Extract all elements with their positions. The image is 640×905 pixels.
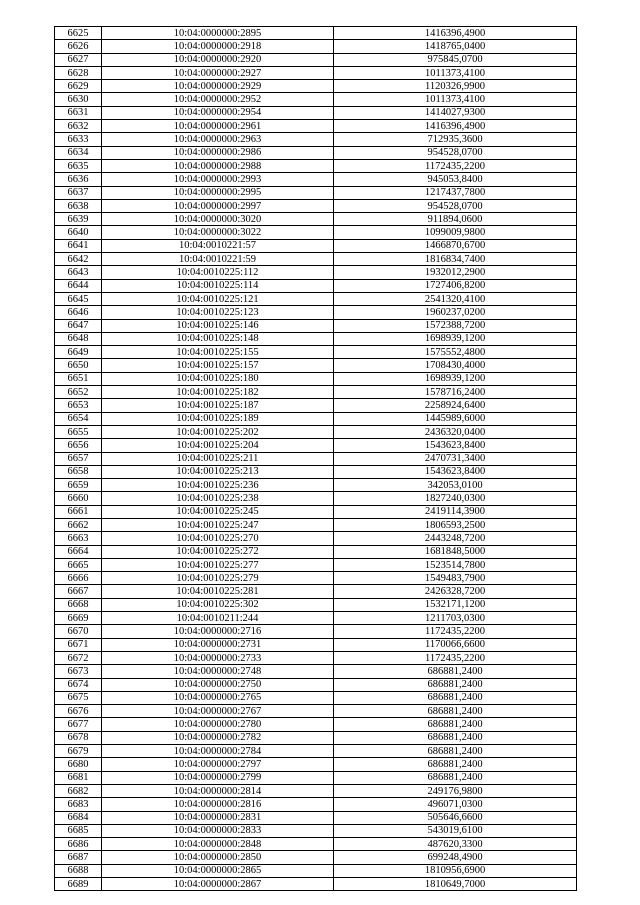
cadastral-number-cell: 10:04:0000000:2988 <box>102 159 334 172</box>
row-number-cell: 6670 <box>55 625 102 638</box>
table-row <box>55 784 577 797</box>
row-number-cell: 6633 <box>55 133 102 146</box>
cadastral-number-cell: 10:04:0010225:182 <box>102 386 334 399</box>
row-number-cell: 6642 <box>55 253 102 266</box>
cadastral-value-cell: 712935,3600 <box>334 133 577 146</box>
cadastral-value-cell: 1099009,9800 <box>334 226 577 239</box>
cadastral-value-cell: 1211703,0300 <box>334 612 577 625</box>
row-number-cell: 6689 <box>55 878 102 891</box>
cadastral-value-cell: 1827240,0300 <box>334 492 577 505</box>
cadastral-value-cell: 1932012,2900 <box>334 266 577 279</box>
table-row <box>55 213 577 226</box>
row-number-cell: 6669 <box>55 612 102 625</box>
cadastral-number-cell: 10:04:0000000:2750 <box>102 678 334 691</box>
table-row <box>55 306 577 319</box>
cadastral-value-cell: 686881,2400 <box>334 678 577 691</box>
cadastral-value-cell: 487620,3300 <box>334 838 577 851</box>
cadastral-value-cell: 1011373,4100 <box>334 66 577 79</box>
row-number-cell: 6650 <box>55 359 102 372</box>
cadastral-value-cell: 686881,2400 <box>334 731 577 744</box>
table-row <box>55 878 577 891</box>
table-row <box>55 598 577 611</box>
cadastral-number-cell: 10:04:0000000:3020 <box>102 213 334 226</box>
row-number-cell: 6641 <box>55 239 102 252</box>
cadastral-value-cell: 686881,2400 <box>334 745 577 758</box>
table-row <box>55 758 577 771</box>
table-row <box>55 545 577 558</box>
cadastral-value-table <box>54 26 577 891</box>
table-body <box>55 27 577 891</box>
table-row <box>55 40 577 53</box>
cadastral-number-cell: 10:04:0000000:2848 <box>102 838 334 851</box>
row-number-cell: 6680 <box>55 758 102 771</box>
row-number-cell: 6665 <box>55 558 102 571</box>
cadastral-number-cell: 10:04:0000000:2814 <box>102 784 334 797</box>
row-number-cell: 6671 <box>55 638 102 651</box>
cadastral-number-cell: 10:04:0010225:121 <box>102 292 334 305</box>
cadastral-number-cell: 10:04:0010225:180 <box>102 372 334 385</box>
cadastral-number-cell: 10:04:0010225:211 <box>102 452 334 465</box>
cadastral-value-cell: 945053,8400 <box>334 173 577 186</box>
table-row <box>55 186 577 199</box>
table-row <box>55 851 577 864</box>
cadastral-value-cell: 1960237,0200 <box>334 306 577 319</box>
row-number-cell: 6666 <box>55 572 102 585</box>
table-row <box>55 279 577 292</box>
table-row <box>55 625 577 638</box>
cadastral-value-cell: 2426328,7200 <box>334 585 577 598</box>
row-number-cell: 6657 <box>55 452 102 465</box>
cadastral-number-cell: 10:04:0010225:112 <box>102 266 334 279</box>
row-number-cell: 6644 <box>55 279 102 292</box>
table-row <box>55 27 577 40</box>
cadastral-number-cell: 10:04:0010225:148 <box>102 332 334 345</box>
table-row <box>55 731 577 744</box>
table-row <box>55 745 577 758</box>
cadastral-number-cell: 10:04:0010225:189 <box>102 412 334 425</box>
row-number-cell: 6668 <box>55 598 102 611</box>
row-number-cell: 6685 <box>55 824 102 837</box>
table-row <box>55 199 577 212</box>
table-row <box>55 226 577 239</box>
row-number-cell: 6638 <box>55 199 102 212</box>
table-row <box>55 838 577 851</box>
table-row <box>55 518 577 531</box>
row-number-cell: 6632 <box>55 120 102 133</box>
cadastral-number-cell: 10:04:0000000:2895 <box>102 27 334 40</box>
cadastral-value-cell: 1466870,6700 <box>334 239 577 252</box>
table-row <box>55 359 577 372</box>
cadastral-value-cell: 543019,6100 <box>334 824 577 837</box>
table-row <box>55 691 577 704</box>
cadastral-number-cell: 10:04:0010225:146 <box>102 319 334 332</box>
table-row <box>55 292 577 305</box>
cadastral-number-cell: 10:04:0000000:2780 <box>102 718 334 731</box>
table-row <box>55 319 577 332</box>
cadastral-number-cell: 10:04:0010225:279 <box>102 572 334 585</box>
cadastral-value-cell: 1416396,4900 <box>334 27 577 40</box>
row-number-cell: 6648 <box>55 332 102 345</box>
cadastral-number-cell: 10:04:0000000:2927 <box>102 66 334 79</box>
cadastral-value-cell: 1217437,7800 <box>334 186 577 199</box>
table-row <box>55 532 577 545</box>
row-number-cell: 6663 <box>55 532 102 545</box>
cadastral-number-cell: 10:04:0010225:302 <box>102 598 334 611</box>
cadastral-number-cell: 10:04:0000000:2797 <box>102 758 334 771</box>
table-row <box>55 425 577 438</box>
cadastral-number-cell: 10:04:0000000:2765 <box>102 691 334 704</box>
cadastral-value-cell: 1172435,2200 <box>334 625 577 638</box>
cadastral-number-cell: 10:04:0010225:236 <box>102 479 334 492</box>
row-number-cell: 6673 <box>55 665 102 678</box>
cadastral-number-cell: 10:04:0000000:2963 <box>102 133 334 146</box>
row-number-cell: 6635 <box>55 159 102 172</box>
cadastral-number-cell: 10:04:0000000:2961 <box>102 120 334 133</box>
cadastral-number-cell: 10:04:0010225:202 <box>102 425 334 438</box>
table-row <box>55 253 577 266</box>
cadastral-value-cell: 496071,0300 <box>334 798 577 811</box>
row-number-cell: 6634 <box>55 146 102 159</box>
cadastral-number-cell: 10:04:0010225:204 <box>102 439 334 452</box>
cadastral-number-cell: 10:04:0000000:2767 <box>102 705 334 718</box>
cadastral-value-cell: 1170066,6600 <box>334 638 577 651</box>
row-number-cell: 6661 <box>55 505 102 518</box>
cadastral-value-cell: 1708430,4000 <box>334 359 577 372</box>
cadastral-value-cell: 1172435,2200 <box>334 159 577 172</box>
table-row <box>55 146 577 159</box>
cadastral-value-cell: 975845,0700 <box>334 53 577 66</box>
cadastral-number-cell: 10:04:0000000:2833 <box>102 824 334 837</box>
row-number-cell: 6649 <box>55 346 102 359</box>
cadastral-number-cell: 10:04:0000000:2831 <box>102 811 334 824</box>
cadastral-number-cell: 10:04:0010221:57 <box>102 239 334 252</box>
row-number-cell: 6627 <box>55 53 102 66</box>
cadastral-value-cell: 911894,0600 <box>334 213 577 226</box>
cadastral-number-cell: 10:04:0000000:3022 <box>102 226 334 239</box>
cadastral-value-cell: 2258924,6400 <box>334 399 577 412</box>
cadastral-number-cell: 10:04:0000000:2799 <box>102 771 334 784</box>
cadastral-value-cell: 686881,2400 <box>334 771 577 784</box>
cadastral-number-cell: 10:04:0000000:2733 <box>102 651 334 664</box>
cadastral-number-cell: 10:04:0000000:2867 <box>102 878 334 891</box>
cadastral-value-cell: 2443248,7200 <box>334 532 577 545</box>
table-row <box>55 133 577 146</box>
row-number-cell: 6683 <box>55 798 102 811</box>
row-number-cell: 6637 <box>55 186 102 199</box>
cadastral-number-cell: 10:04:0010225:238 <box>102 492 334 505</box>
cadastral-value-cell: 1120326,9900 <box>334 80 577 93</box>
table-row <box>55 386 577 399</box>
cadastral-value-cell: 2470731,3400 <box>334 452 577 465</box>
cadastral-value-cell: 686881,2400 <box>334 758 577 771</box>
row-number-cell: 6639 <box>55 213 102 226</box>
table-row <box>55 492 577 505</box>
cadastral-value-cell: 1172435,2200 <box>334 651 577 664</box>
row-number-cell: 6658 <box>55 465 102 478</box>
cadastral-number-cell: 10:04:0010225:123 <box>102 306 334 319</box>
cadastral-number-cell: 10:04:0010225:157 <box>102 359 334 372</box>
row-number-cell: 6662 <box>55 518 102 531</box>
cadastral-value-cell: 249176,9800 <box>334 784 577 797</box>
cadastral-number-cell: 10:04:0000000:2784 <box>102 745 334 758</box>
table-row <box>55 106 577 119</box>
cadastral-value-cell: 1414027,9300 <box>334 106 577 119</box>
table-row <box>55 771 577 784</box>
cadastral-value-cell: 2541320,4100 <box>334 292 577 305</box>
table-row <box>55 332 577 345</box>
row-number-cell: 6656 <box>55 439 102 452</box>
cadastral-value-cell: 1575552,4800 <box>334 346 577 359</box>
cadastral-value-cell: 2419114,3900 <box>334 505 577 518</box>
row-number-cell: 6630 <box>55 93 102 106</box>
table-row <box>55 452 577 465</box>
cadastral-value-cell: 686881,2400 <box>334 718 577 731</box>
row-number-cell: 6684 <box>55 811 102 824</box>
table-row <box>55 346 577 359</box>
row-number-cell: 6654 <box>55 412 102 425</box>
cadastral-number-cell: 10:04:0000000:2918 <box>102 40 334 53</box>
cadastral-number-cell: 10:04:0010225:213 <box>102 465 334 478</box>
row-number-cell: 6667 <box>55 585 102 598</box>
cadastral-number-cell: 10:04:0000000:2986 <box>102 146 334 159</box>
cadastral-value-cell: 686881,2400 <box>334 665 577 678</box>
row-number-cell: 6688 <box>55 864 102 877</box>
cadastral-value-cell: 505646,6600 <box>334 811 577 824</box>
table-row <box>55 864 577 877</box>
row-number-cell: 6686 <box>55 838 102 851</box>
table-row <box>55 798 577 811</box>
cadastral-number-cell: 10:04:0000000:2995 <box>102 186 334 199</box>
cadastral-number-cell: 10:04:0000000:2748 <box>102 665 334 678</box>
table-row <box>55 465 577 478</box>
cadastral-number-cell: 10:04:0010211:244 <box>102 612 334 625</box>
cadastral-value-cell: 1810649,7000 <box>334 878 577 891</box>
table-row <box>55 66 577 79</box>
cadastral-number-cell: 10:04:0000000:2850 <box>102 851 334 864</box>
row-number-cell: 6651 <box>55 372 102 385</box>
table-row <box>55 439 577 452</box>
cadastral-number-cell: 10:04:0000000:2782 <box>102 731 334 744</box>
table-row <box>55 479 577 492</box>
cadastral-value-cell: 1572388,7200 <box>334 319 577 332</box>
table-row <box>55 811 577 824</box>
cadastral-number-cell: 10:04:0010225:272 <box>102 545 334 558</box>
table-row <box>55 824 577 837</box>
table-row <box>55 665 577 678</box>
cadastral-value-cell: 1418765,0400 <box>334 40 577 53</box>
row-number-cell: 6626 <box>55 40 102 53</box>
cadastral-value-cell: 1681848,5000 <box>334 545 577 558</box>
table-row <box>55 651 577 664</box>
table-row <box>55 718 577 731</box>
row-number-cell: 6645 <box>55 292 102 305</box>
cadastral-number-cell: 10:04:0000000:2865 <box>102 864 334 877</box>
table-row <box>55 638 577 651</box>
row-number-cell: 6660 <box>55 492 102 505</box>
table-row <box>55 572 577 585</box>
row-number-cell: 6664 <box>55 545 102 558</box>
cadastral-value-cell: 954528,0700 <box>334 199 577 212</box>
row-number-cell: 6675 <box>55 691 102 704</box>
row-number-cell: 6631 <box>55 106 102 119</box>
row-number-cell: 6636 <box>55 173 102 186</box>
row-number-cell: 6653 <box>55 399 102 412</box>
cadastral-value-cell: 1416396,4900 <box>334 120 577 133</box>
row-number-cell: 6655 <box>55 425 102 438</box>
cadastral-number-cell: 10:04:0000000:2716 <box>102 625 334 638</box>
table-row <box>55 239 577 252</box>
cadastral-value-cell: 1806593,2500 <box>334 518 577 531</box>
cadastral-number-cell: 10:04:0000000:2952 <box>102 93 334 106</box>
cadastral-number-cell: 10:04:0010225:245 <box>102 505 334 518</box>
cadastral-value-cell: 342053,0100 <box>334 479 577 492</box>
row-number-cell: 6652 <box>55 386 102 399</box>
table-row <box>55 53 577 66</box>
cadastral-value-cell: 1011373,4100 <box>334 93 577 106</box>
cadastral-number-cell: 10:04:0010225:114 <box>102 279 334 292</box>
cadastral-value-cell: 686881,2400 <box>334 705 577 718</box>
table-row <box>55 159 577 172</box>
cadastral-number-cell: 10:04:0010225:281 <box>102 585 334 598</box>
table-row <box>55 120 577 133</box>
table-row <box>55 678 577 691</box>
table-row <box>55 705 577 718</box>
table-row <box>55 80 577 93</box>
row-number-cell: 6625 <box>55 27 102 40</box>
row-number-cell: 6629 <box>55 80 102 93</box>
cadastral-value-cell: 1816834,7400 <box>334 253 577 266</box>
row-number-cell: 6681 <box>55 771 102 784</box>
cadastral-value-cell: 1549483,7900 <box>334 572 577 585</box>
cadastral-number-cell: 10:04:0000000:2997 <box>102 199 334 212</box>
cadastral-value-cell: 1727406,8200 <box>334 279 577 292</box>
cadastral-number-cell: 10:04:0010225:187 <box>102 399 334 412</box>
cadastral-value-cell: 1523514,7800 <box>334 558 577 571</box>
row-number-cell: 6676 <box>55 705 102 718</box>
row-number-cell: 6687 <box>55 851 102 864</box>
row-number-cell: 6647 <box>55 319 102 332</box>
cadastral-number-cell: 10:04:0000000:2731 <box>102 638 334 651</box>
row-number-cell: 6679 <box>55 745 102 758</box>
cadastral-value-cell: 2436320,0400 <box>334 425 577 438</box>
cadastral-number-cell: 10:04:0010221:59 <box>102 253 334 266</box>
cadastral-number-cell: 10:04:0010225:270 <box>102 532 334 545</box>
cadastral-number-cell: 10:04:0010225:247 <box>102 518 334 531</box>
row-number-cell: 6646 <box>55 306 102 319</box>
row-number-cell: 6677 <box>55 718 102 731</box>
cadastral-value-cell: 954528,0700 <box>334 146 577 159</box>
table-row <box>55 558 577 571</box>
table-row <box>55 173 577 186</box>
cadastral-value-cell: 1445989,6000 <box>334 412 577 425</box>
cadastral-value-cell: 1578716,2400 <box>334 386 577 399</box>
cadastral-number-cell: 10:04:0000000:2993 <box>102 173 334 186</box>
cadastral-value-cell: 1543623,8400 <box>334 439 577 452</box>
row-number-cell: 6682 <box>55 784 102 797</box>
table-row <box>55 412 577 425</box>
cadastral-value-cell: 1532171,1200 <box>334 598 577 611</box>
table-row <box>55 93 577 106</box>
cadastral-number-cell: 10:04:0010225:155 <box>102 346 334 359</box>
cadastral-value-cell: 1810956,6900 <box>334 864 577 877</box>
row-number-cell: 6674 <box>55 678 102 691</box>
cadastral-value-cell: 1543623,8400 <box>334 465 577 478</box>
row-number-cell: 6643 <box>55 266 102 279</box>
table-row <box>55 399 577 412</box>
cadastral-number-cell: 10:04:0000000:2929 <box>102 80 334 93</box>
cadastral-number-cell: 10:04:0000000:2816 <box>102 798 334 811</box>
cadastral-number-cell: 10:04:0000000:2954 <box>102 106 334 119</box>
row-number-cell: 6678 <box>55 731 102 744</box>
cadastral-value-cell: 686881,2400 <box>334 691 577 704</box>
row-number-cell: 6659 <box>55 479 102 492</box>
table-row <box>55 505 577 518</box>
row-number-cell: 6628 <box>55 66 102 79</box>
cadastral-number-cell: 10:04:0010225:277 <box>102 558 334 571</box>
table-row <box>55 612 577 625</box>
table-row <box>55 585 577 598</box>
table-row <box>55 266 577 279</box>
table-row <box>55 372 577 385</box>
cadastral-value-cell: 1698939,1200 <box>334 372 577 385</box>
row-number-cell: 6672 <box>55 651 102 664</box>
cadastral-value-cell: 1698939,1200 <box>334 332 577 345</box>
cadastral-number-cell: 10:04:0000000:2920 <box>102 53 334 66</box>
cadastral-value-cell: 699248,4900 <box>334 851 577 864</box>
row-number-cell: 6640 <box>55 226 102 239</box>
